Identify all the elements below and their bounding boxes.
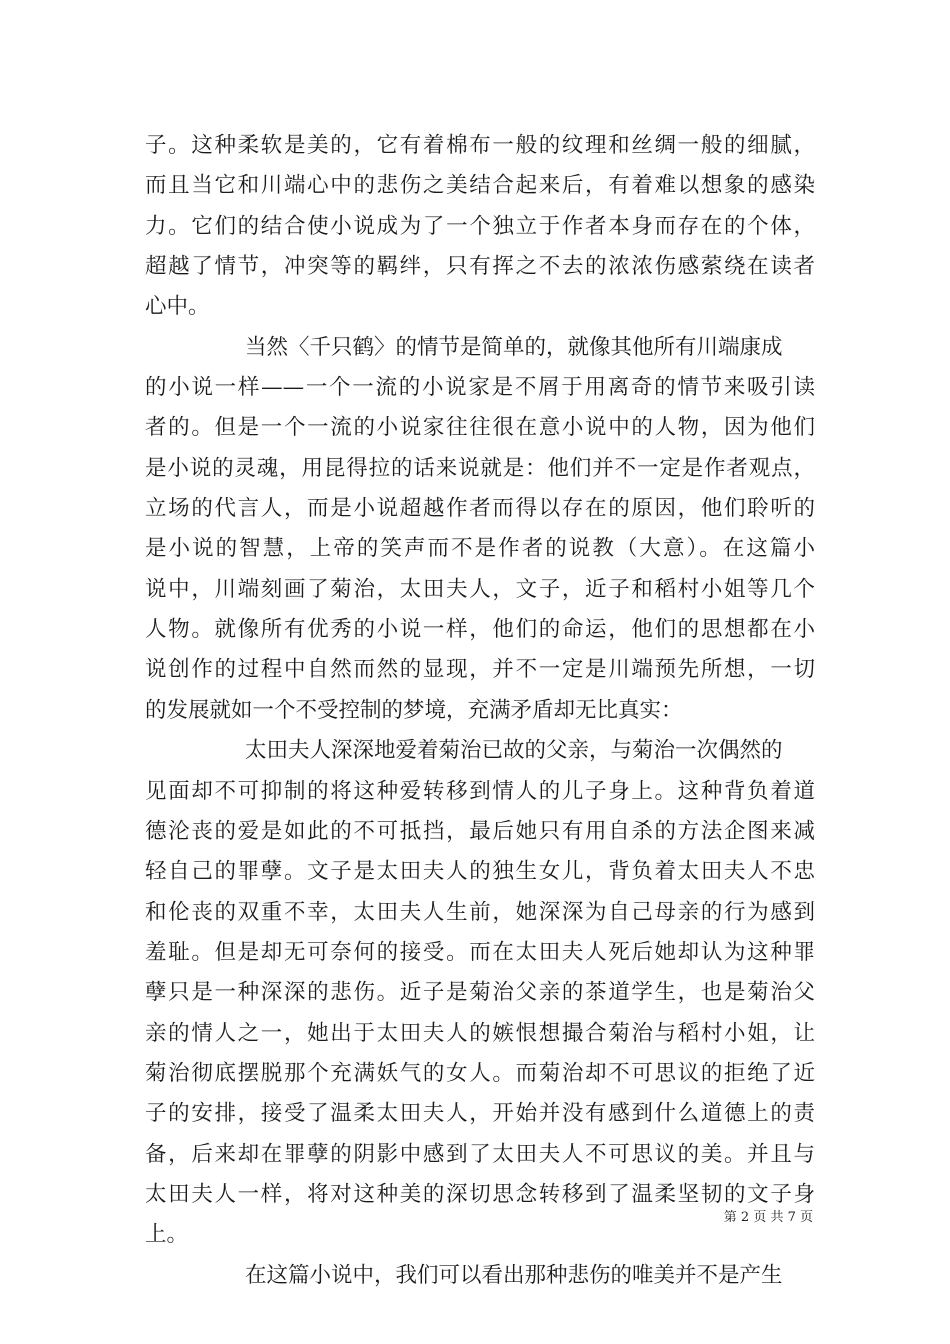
text-line: 子。这种柔软是美的，它有着棉布一般的纹理和丝绸一般的细腻， — [145, 133, 815, 158]
text-line: 见面却不可抑制的将这种爱转移到情人的儿子身上。这种背负着道 — [145, 778, 815, 804]
text-line: 孽只是一种深深的悲伤。近子是菊治父亲的茶道学生，也是菊治父 — [145, 980, 815, 1006]
body-text — [145, 126, 815, 1296]
paragraph-first-line: 当然〈千只鹤〉的情节是简单的，就像其他所有川端康成 — [245, 334, 783, 360]
text-line: 上。 — [145, 1222, 189, 1248]
text-line: 力。它们的结合使小说成为了一个独立于作者本身而存在的个体， — [145, 213, 815, 239]
text-line: 备，后来却在罪孽的阴影中感到了太田夫人不可思议的美。并且与 — [145, 1141, 815, 1167]
text-line: 超越了情节，冲突等的羁绊，只有挥之不去的浓浓伤感萦绕在读者 — [145, 254, 815, 280]
text-line: 说中，川端刻画了菊治，太田夫人，文子，近子和稻村小姐等几个 — [145, 576, 815, 602]
text-line: 羞耻。但是却无可奈何的接受。而在太田夫人死后她却认为这种罪 — [145, 939, 815, 965]
text-line: 和伦丧的双重不幸，太田夫人生前，她深深为自己母亲的行为感到 — [145, 899, 815, 925]
text-line: 轻自己的罪孽。文子是太田夫人的独生女儿，背负着太田夫人不忠 — [145, 859, 815, 885]
text-line: 菊治彻底摆脱那个充满妖气的女人。而菊治却不可思议的拒绝了近 — [145, 1060, 815, 1086]
text-line: 太田夫人一样，将对这种美的深切思念转移到了温柔坚韧的文子身 — [145, 1181, 815, 1207]
paragraph-first-line: 太田夫人深深地爱着菊治已故的父亲，与菊治一次偶然的 — [245, 738, 783, 764]
text-line: 是小说的灵魂，用昆得拉的话来说就是：他们并不一定是作者观点， — [145, 455, 815, 481]
text-line: 子的安排，接受了温柔太田夫人，开始并没有感到什么道德上的责 — [145, 1101, 815, 1127]
text-line: 亲的情人之一，她出于太田夫人的嫉恨想撮合菊治与稻村小姐，让 — [145, 1020, 815, 1046]
text-line: 德沦丧的爱是如此的不可抵挡，最后她只有用自杀的方法企图来减 — [145, 818, 815, 844]
text-line: 人物。就像所有优秀的小说一样，他们的命运，他们的思想都在小 — [145, 617, 815, 643]
text-line: 的小说一样——一个一流的小说家是不屑于用离奇的情节来吸引读 — [145, 375, 815, 401]
text-line: 的发展就如一个不受控制的梦境，充满矛盾却无比真实： — [145, 697, 683, 723]
text-line: 说创作的过程中自然而然的显现，并不一定是川端预先所想，一切 — [145, 657, 815, 683]
text-line: 而且当它和川端心中的悲伤之美结合起来后，有着难以想象的感染 — [145, 173, 815, 199]
text-line: 是小说的智慧，上帝的笑声而不是作者的说教（大意）。在这篇小 — [145, 536, 815, 562]
paragraph-first-line: 在这篇小说中，我们可以看出那种悲伤的唯美并不是产生 — [245, 1262, 783, 1288]
text-line: 立场的代言人，而是小说超越作者而得以存在的原因，他们聆听的 — [145, 496, 815, 522]
text-line: 者的。但是一个一流的小说家往往很在意小说中的人物，因为他们 — [145, 415, 815, 441]
page-number-footer: 第 2 页 共 7 页 — [723, 1210, 813, 1225]
text-line: 心中。 — [145, 294, 210, 320]
